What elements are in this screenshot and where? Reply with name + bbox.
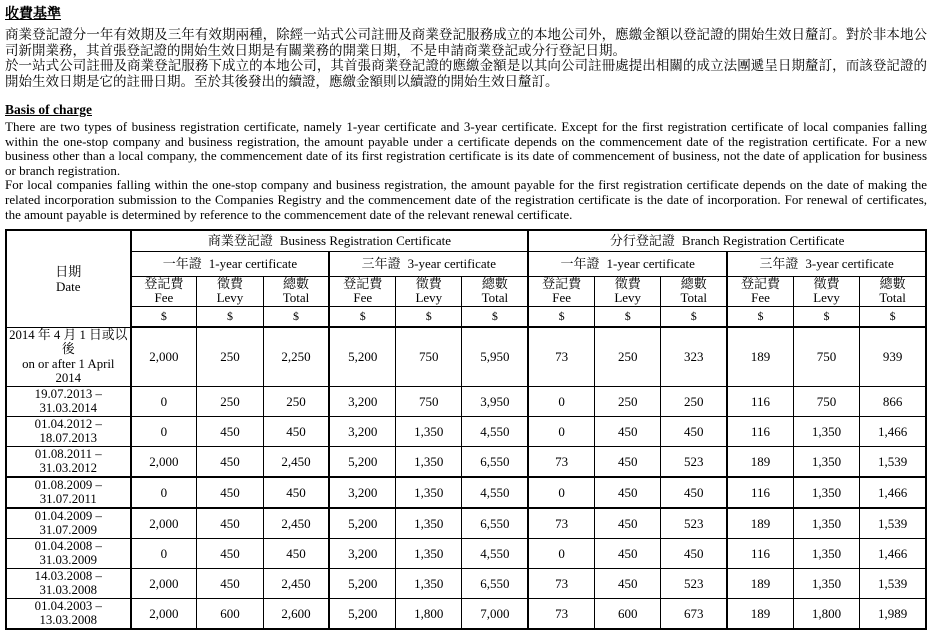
fee-value-cell: 450 (661, 538, 727, 568)
fee-value-cell: 750 (793, 386, 859, 416)
fee-value-cell: 116 (727, 538, 793, 568)
fee-value-cell: 0 (131, 538, 197, 568)
fee-value-cell: 450 (595, 446, 661, 477)
fee-value-cell: 1,466 (860, 477, 926, 508)
fee-value-cell: 250 (595, 327, 661, 386)
fee-value-cell: 450 (595, 538, 661, 568)
column-headers-row (6, 276, 926, 306)
fee-value-cell: 1,350 (396, 538, 462, 568)
fee-value-cell: 1,466 (860, 538, 926, 568)
fee-value-cell: 73 (528, 446, 594, 477)
date-range-text: 01.04.2009 – 31.07.2009 (34, 508, 102, 538)
fee-value-cell: 5,950 (462, 327, 528, 386)
fee-value-cell: 6,550 (462, 446, 528, 477)
col-header-total (462, 276, 528, 306)
fee-value-cell: 450 (661, 477, 727, 508)
fee-value-cell: 450 (595, 477, 661, 508)
fee-value-cell: 1,350 (396, 446, 462, 477)
fee-value-cell: 866 (860, 386, 926, 416)
fee-value-cell: 0 (528, 538, 594, 568)
col-header-levy (793, 276, 859, 306)
fee-value-cell: 2,600 (263, 598, 329, 629)
fee-value-cell: 750 (793, 327, 859, 386)
fee-value-cell: 1,350 (793, 538, 859, 568)
section-branch-zh: 分行登記證 (609, 233, 675, 249)
col-header-zh: 登記費 (343, 276, 383, 292)
fee-value-cell: 2,000 (131, 598, 197, 629)
col-header-zh: 徵費 (614, 276, 641, 292)
chinese-title: 收費基準 (5, 7, 61, 22)
fee-value-cell: 73 (528, 508, 594, 539)
currency-symbol: $ (396, 306, 462, 327)
table-row (6, 568, 926, 598)
col-header-zh: 登記費 (144, 276, 184, 292)
fee-value-cell: 250 (197, 327, 263, 386)
fee-value-cell: 450 (197, 416, 263, 446)
fee-value-cell: 2,450 (263, 446, 329, 477)
col-header-levy (595, 276, 661, 306)
date-range-cell (6, 568, 131, 598)
date-range-cell (6, 416, 131, 446)
fee-value-cell: 1,350 (793, 568, 859, 598)
col-header-total (860, 276, 926, 306)
fee-value-cell: 250 (263, 386, 329, 416)
table-row (6, 508, 926, 539)
fee-value-cell: 750 (396, 386, 462, 416)
section-brc-zh: 商業登記證 (207, 233, 273, 249)
fee-value-cell: 116 (727, 386, 793, 416)
group-header-brc-3year: 三年證 3-year certificate (329, 251, 528, 276)
fee-table (5, 229, 927, 630)
col-header-zh: 總數 (481, 276, 508, 292)
fee-value-cell: 250 (661, 386, 727, 416)
currency-symbol: $ (528, 306, 594, 327)
fee-value-cell: 3,950 (462, 386, 528, 416)
english-paragraph-2: For local companies falling within the one-stop company and business registration, the amount payable for the first registration certificate depends on the date of making the related incorporation submission to the Companies Registry and the commencement date of the registration certificate is the date of incorporation. For renewal of certificates, the amount payable is determined by reference to the commencement date of the relevant renewal certificate. (5, 177, 927, 222)
fee-value-cell: 600 (197, 598, 263, 629)
fee-value-cell: 5,200 (329, 508, 395, 539)
section-header-business-registration (131, 230, 529, 251)
col-header-fee (329, 276, 395, 306)
fee-value-cell: 0 (131, 386, 197, 416)
date-column-header (6, 230, 131, 327)
fee-value-cell: 450 (595, 508, 661, 539)
fee-value-cell: 73 (528, 568, 594, 598)
fee-value-cell: 0 (528, 416, 594, 446)
fee-value-cell: 4,550 (462, 477, 528, 508)
fee-value-cell: 189 (727, 327, 793, 386)
fee-value-cell: 116 (727, 416, 793, 446)
fee-value-cell: 189 (727, 598, 793, 629)
col-header-zh: 登記費 (741, 276, 781, 292)
fee-value-cell: 6,550 (462, 508, 528, 539)
currency-symbol: $ (793, 306, 859, 327)
fee-value-cell: 2,000 (131, 568, 197, 598)
fee-value-cell: 1,350 (793, 477, 859, 508)
col-header-en: Total (282, 290, 310, 306)
col-header-total (661, 276, 727, 306)
english-heading: Basis of charge (5, 102, 92, 117)
fee-value-cell: 450 (197, 446, 263, 477)
date-range-text: 01.04.2012 – 18.07.2013 (34, 416, 102, 446)
fee-value-cell: 450 (197, 568, 263, 598)
fee-value-cell: 1,539 (860, 508, 926, 539)
section-branch-en: Branch Registration Certificate (681, 233, 845, 249)
date-range-text: 2014 年 4 月 1 日或以後 (9, 327, 128, 357)
currency-symbol: $ (263, 306, 329, 327)
col-header-en: Fee (154, 290, 174, 306)
date-range-text: 01.08.2011 – 31.03.2012 (34, 446, 102, 476)
col-header-total (263, 276, 329, 306)
chinese-paragraph-2: 於一站式公司註冊及商業登記服務下成立的本地公司，其首張商業登記證的應繳金額是以其向公司註冊處提出相關的成立法團遞呈日期釐訂，而該登記證的開始生效日期是它的註冊日期。至於其後發出的續證，應繳金額則以續證的開始生效日釐訂。 (5, 58, 927, 89)
col-header-zh: 徵費 (813, 276, 840, 292)
fee-value-cell: 4,550 (462, 416, 528, 446)
date-range-text: on or after 1 April 2014 (22, 356, 115, 386)
group-header-branch-3year: 三年證 3-year certificate (727, 251, 926, 276)
col-header-levy (197, 276, 263, 306)
fee-value-cell: 250 (197, 386, 263, 416)
col-header-en: Total (680, 290, 707, 306)
fee-value-cell: 3,200 (329, 386, 395, 416)
fee-value-cell: 3,200 (329, 416, 395, 446)
date-range-cell (6, 477, 131, 508)
date-range-text: 01.04.2003 – 13.03.2008 (34, 598, 102, 628)
group-header-branch-1year: 一年證 1-year certificate (528, 251, 727, 276)
table-row (6, 327, 926, 386)
col-header-en: Levy (415, 290, 443, 306)
table-row (6, 477, 926, 508)
fee-value-cell: 6,550 (462, 568, 528, 598)
fee-value-cell: 1,800 (793, 598, 859, 629)
fee-value-cell: 1,466 (860, 416, 926, 446)
fee-value-cell: 450 (263, 477, 329, 508)
fee-value-cell: 750 (396, 327, 462, 386)
fee-value-cell: 1,350 (793, 416, 859, 446)
fee-value-cell: 450 (197, 508, 263, 539)
currency-row (6, 306, 926, 327)
date-range-cell (6, 446, 131, 477)
fee-value-cell: 7,000 (462, 598, 528, 629)
fee-value-cell: 5,200 (329, 568, 395, 598)
col-header-fee (528, 276, 594, 306)
date-range-cell (6, 598, 131, 629)
fee-value-cell: 1,539 (860, 568, 926, 598)
fee-value-cell: 1,539 (860, 446, 926, 477)
currency-symbol: $ (131, 306, 197, 327)
fee-value-cell: 3,200 (329, 538, 395, 568)
fee-value-cell: 450 (197, 477, 263, 508)
fee-value-cell: 523 (661, 508, 727, 539)
fee-value-cell: 523 (661, 568, 727, 598)
fee-value-cell: 4,550 (462, 538, 528, 568)
table-row (6, 446, 926, 477)
section-header-branch-registration (528, 230, 926, 251)
date-range-cell (6, 508, 131, 539)
fee-value-cell: 1,989 (860, 598, 926, 629)
table-row (6, 598, 926, 629)
col-header-en: Fee (751, 290, 770, 306)
col-header-en: Levy (813, 290, 840, 306)
fee-value-cell: 250 (595, 386, 661, 416)
date-header-zh: 日期 (55, 263, 82, 279)
date-range-text: 01.04.2008 – 31.03.2009 (34, 538, 102, 568)
col-header-en: Fee (353, 290, 373, 306)
fee-value-cell: 189 (727, 508, 793, 539)
col-header-zh: 總數 (282, 276, 309, 292)
col-header-fee (727, 276, 793, 306)
table-row (6, 538, 926, 568)
section-brc-en: Business Registration Certificate (279, 233, 451, 249)
fee-value-cell: 0 (528, 386, 594, 416)
fee-value-cell: 116 (727, 477, 793, 508)
currency-symbol: $ (329, 306, 395, 327)
fee-value-cell: 600 (595, 598, 661, 629)
fee-value-cell: 5,200 (329, 446, 395, 477)
date-range-cell (6, 327, 131, 386)
date-range-cell (6, 538, 131, 568)
group-header-brc-1year: 一年證 1-year certificate (131, 251, 330, 276)
fee-value-cell: 5,200 (329, 598, 395, 629)
col-header-zh: 徵費 (216, 276, 243, 292)
fee-value-cell: 450 (595, 416, 661, 446)
fee-value-cell: 450 (263, 416, 329, 446)
fee-table-body (6, 327, 926, 629)
date-range-text: 01.08.2009 – 31.07.2011 (34, 477, 102, 507)
fee-value-cell: 0 (528, 477, 594, 508)
table-row (6, 386, 926, 416)
col-header-zh: 總數 (879, 276, 906, 292)
fee-value-cell: 2,000 (131, 446, 197, 477)
table-row (6, 416, 926, 446)
fee-value-cell: 323 (661, 327, 727, 386)
fee-value-cell: 2,000 (131, 327, 197, 386)
fee-value-cell: 0 (131, 416, 197, 446)
col-header-zh: 登記費 (542, 276, 582, 292)
col-header-en: Total (879, 290, 906, 306)
date-header-en: Date (55, 278, 81, 294)
fee-value-cell: 189 (727, 568, 793, 598)
fee-value-cell: 2,000 (131, 508, 197, 539)
fee-value-cell: 1,350 (396, 416, 462, 446)
fee-value-cell: 1,350 (396, 508, 462, 539)
col-header-en: Fee (552, 290, 572, 306)
fee-value-cell: 450 (661, 416, 727, 446)
col-header-fee (131, 276, 197, 306)
fee-value-cell: 450 (595, 568, 661, 598)
fee-value-cell: 1,350 (396, 568, 462, 598)
fee-value-cell: 2,250 (263, 327, 329, 386)
fee-value-cell: 5,200 (329, 327, 395, 386)
col-header-en: Total (481, 290, 509, 306)
col-header-zh: 徵費 (415, 276, 442, 292)
fee-value-cell: 523 (661, 446, 727, 477)
fee-value-cell: 73 (528, 327, 594, 386)
fee-value-cell: 673 (661, 598, 727, 629)
currency-symbol: $ (197, 306, 263, 327)
fee-value-cell: 0 (131, 477, 197, 508)
fee-value-cell: 1,800 (396, 598, 462, 629)
fee-value-cell: 2,450 (263, 568, 329, 598)
fee-value-cell: 189 (727, 446, 793, 477)
fee-value-cell: 450 (197, 538, 263, 568)
date-range-text: 19.07.2013 – 31.03.2014 (34, 386, 102, 416)
english-paragraph-1: There are two types of business registration certificate, namely 1-year certificate and 3-year certificate. Except for the first registration certificate of local companies falling within the one-stop company and business registration, the amount payable under a certificate depends on the commencement date of the registration certificate. For a new business other than a local company, the commencement date of its first registration certificate is its date of commencement of business, not the date of application for business or branch registration. (5, 119, 927, 178)
date-range-text: 14.03.2008 – 31.03.2008 (34, 568, 102, 598)
currency-symbol: $ (462, 306, 528, 327)
col-header-en: Levy (614, 290, 642, 306)
fee-value-cell: 3,200 (329, 477, 395, 508)
col-header-zh: 總數 (680, 276, 707, 292)
fee-value-cell: 1,350 (793, 446, 859, 477)
col-header-levy (396, 276, 462, 306)
currency-symbol: $ (595, 306, 661, 327)
chinese-paragraph-1: 商業登記證分一年有效期及三年有效期兩種，除經一站式公司註冊及商業登記服務成立的本地公司外，應繳金額以登記證的開始生效日釐訂。對於非本地公司新開業務，其首張登記證的開始生效日期是有關業務的開業日期，不是申請商業登記或分行登記日期。 (5, 27, 927, 58)
fee-value-cell: 450 (263, 538, 329, 568)
currency-symbol: $ (661, 306, 727, 327)
currency-symbol: $ (727, 306, 793, 327)
date-range-cell (6, 386, 131, 416)
fee-value-cell: 2,450 (263, 508, 329, 539)
fee-value-cell: 939 (860, 327, 926, 386)
fee-value-cell: 1,350 (793, 508, 859, 539)
fee-value-cell: 1,350 (396, 477, 462, 508)
fee-value-cell: 73 (528, 598, 594, 629)
col-header-en: Levy (216, 290, 244, 306)
currency-symbol: $ (860, 306, 926, 327)
